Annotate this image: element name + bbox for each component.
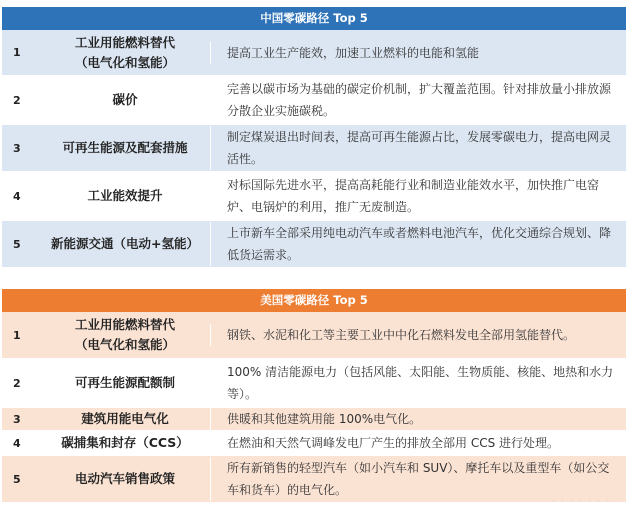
table-row <box>2 30 626 77</box>
usa-pathway-table <box>2 289 626 504</box>
table-row <box>2 173 626 221</box>
pathway-name <box>40 373 210 393</box>
pathway-name-line2: （电气化和氢能） <box>74 54 175 70</box>
pathway-name <box>40 186 210 206</box>
pathway-description: 对标国际先进水平，提高高耗能行业和制造业能效水平，加快推广电窑炉、电锅炉的利用，推广无废制造。 <box>210 174 626 218</box>
row-number: 2 <box>13 93 21 107</box>
table-row <box>2 312 626 360</box>
pathway-description: 供暖和其他建筑用能 100%电气化。 <box>210 408 626 430</box>
pathway-name <box>40 315 210 355</box>
pathway-name-line1: 新能源交通（电动+氢能） <box>51 236 199 251</box>
row-number: 2 <box>13 376 21 390</box>
pathway-name <box>40 234 210 254</box>
pathway-name-line1: 电动汽车销售政策 <box>74 471 175 486</box>
pathway-name <box>40 138 210 158</box>
row-number: 5 <box>13 237 21 251</box>
usa-table-rows <box>2 312 626 504</box>
pathway-name-line1: 碳捕集和封存（CCS） <box>61 435 189 450</box>
pathway-name <box>40 469 210 489</box>
row-number: 4 <box>13 436 21 450</box>
usa-table-title: 美国零碳路径 Top 5 <box>2 289 626 312</box>
china-pathway-table <box>2 7 626 269</box>
pathway-name-line1: 建筑用能电气化 <box>81 411 169 426</box>
pathway-description: 上市新车全部采用纯电动汽车或者燃料电池汽车，优化交通综合规划、降低货运需求。 <box>210 222 626 266</box>
row-number: 1 <box>13 328 21 342</box>
pathway-description: 所有新销售的轻型汽车（如小汽车和 SUV）、摩托车以及重型车（如公交车和货车）的电气化。 <box>210 457 626 501</box>
table-row <box>2 408 626 432</box>
china-table-title: 中国零碳路径 Top 5 <box>2 7 626 30</box>
pathway-name <box>40 409 210 429</box>
pathway-name <box>40 433 210 453</box>
pathway-description: 100% 清洁能源电力（包括风能、太阳能、生物质能、核能、地热和水力等）。 <box>210 361 626 405</box>
table-row <box>2 360 626 408</box>
pathway-name-line1: 工业用能燃料替代 <box>74 317 175 332</box>
watermark-logo: · · · · · · · <box>552 497 612 505</box>
pathway-name <box>40 33 210 73</box>
pathway-name-line1: 可再生能源配额制 <box>74 375 175 390</box>
pathway-description: 在燃油和天然气调峰发电厂产生的排放全部用 CCS 进行处理。 <box>210 432 626 454</box>
china-table-rows <box>2 30 626 269</box>
pathway-name-line1: 工业用能燃料替代 <box>74 34 175 50</box>
row-number: 5 <box>13 472 21 486</box>
pathway-name-line1: 可再生能源及配套措施 <box>62 140 188 155</box>
pathway-name-line1: 碳价 <box>112 92 138 107</box>
pathway-name <box>40 90 210 110</box>
pathway-name-line2: （电气化和氢能） <box>74 337 175 352</box>
pathway-description: 制定煤炭退出时间表，提高可再生能源占比，发展零碳电力，提高电网灵活性。 <box>210 126 626 170</box>
table-row <box>2 125 626 173</box>
table-row <box>2 221 626 269</box>
pathway-description: 提高工业生产能效，加速工业燃料的电能和氢能 <box>210 42 626 64</box>
pathway-name-line1: 工业能效提升 <box>87 188 163 203</box>
pathway-description: 钢铁、水泥和化工等主要工业中中化石燃料发电全部用氢能替代。 <box>210 324 626 346</box>
row-number: 3 <box>13 141 21 155</box>
pathway-description: 完善以碳市场为基础的碳定价机制，扩大覆盖范围。针对排放量小排放源分散企业实施碳税。 <box>210 78 626 122</box>
row-number: 3 <box>13 412 21 426</box>
table-row <box>2 456 626 504</box>
table-row <box>2 77 626 125</box>
row-number: 4 <box>13 189 21 203</box>
table-row <box>2 432 626 456</box>
row-number: 1 <box>13 46 21 59</box>
